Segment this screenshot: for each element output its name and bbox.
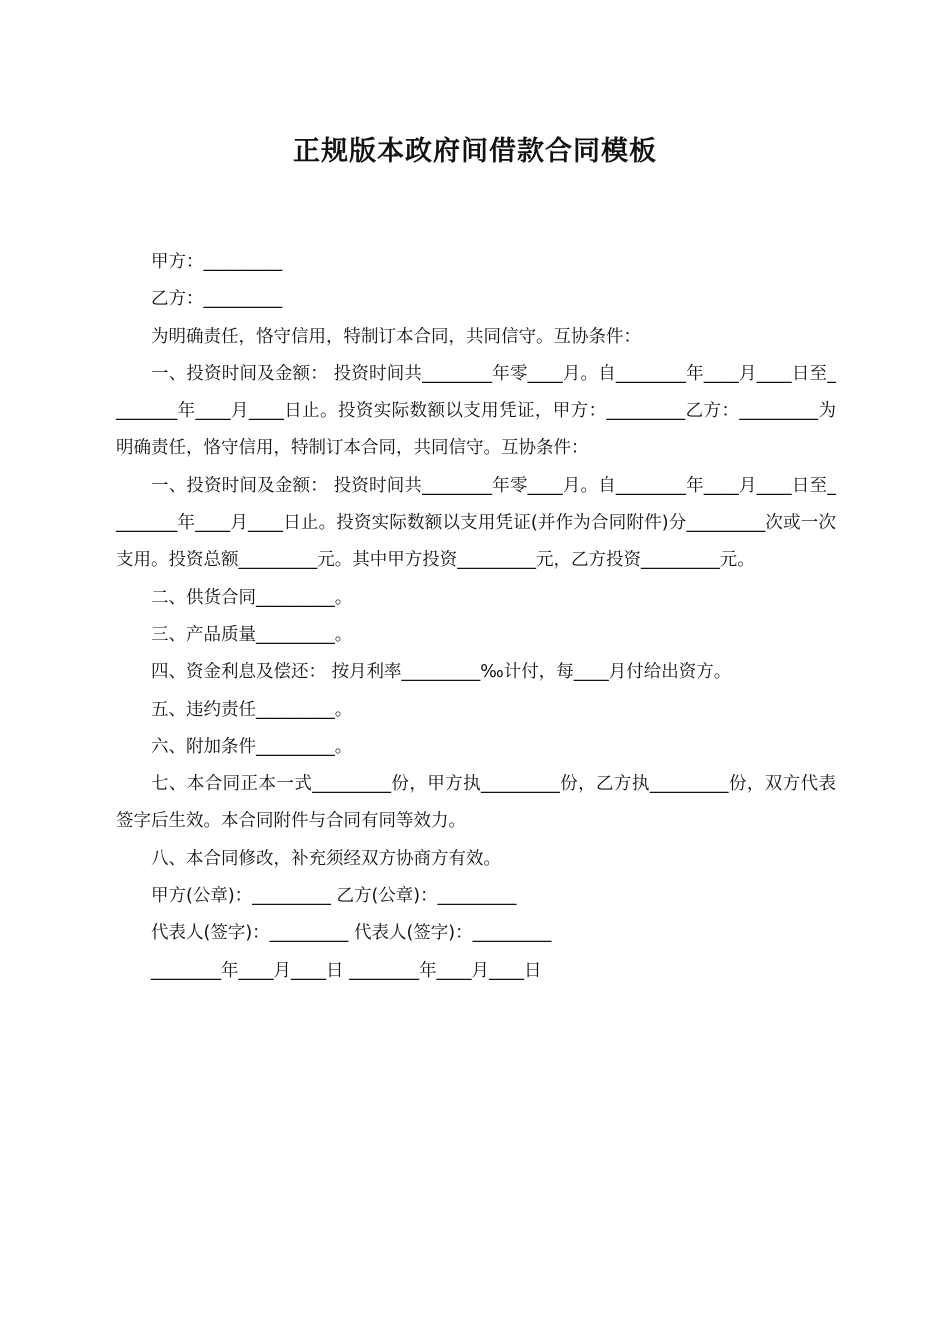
date-line: ________年____月____日 ________年____月____日 bbox=[151, 960, 542, 981]
party-a-line: 甲方：_________ bbox=[151, 252, 283, 272]
clause-investment-1: 一、投资时间及金额： 投资时间共________年零____月。自________年____月____日至________年____月____日止。投资实际数额以支用凭证，甲方：_________乙方：_________为明确责任，恪守信用，特制订本合同，共同信守。互协条件： bbox=[116, 363, 836, 459]
clause-interest-repayment: 四、资金利息及偿还： 按月利率_________‰计付，每____月付给出资方。 bbox=[151, 662, 732, 683]
contract-body bbox=[116, 244, 836, 990]
clause-liability: 五、违约责任_________。 bbox=[151, 699, 353, 720]
clause-product-quality: 三、产品质量_________。 bbox=[151, 624, 353, 645]
document-title: 正规版本政府间借款合同模板 bbox=[293, 136, 657, 167]
clause-supply-contract: 二、供货合同_________。 bbox=[151, 587, 353, 608]
seal-line: 甲方(公章)：_________ 乙方(公章)：_________ bbox=[151, 886, 517, 907]
preamble: 为明确责任，恪守信用，特制订本合同，共同信守。互协条件： bbox=[151, 326, 641, 347]
signature-line: 代表人(签字)：_________ 代表人(签字)：_________ bbox=[151, 923, 552, 944]
clause-investment-2: 一、投资时间及金额： 投资时间共________年零____月。自________年____月____日至________年____月____日止。投资实际数额以支用凭证(并作为合同附件)分_________次或一次支用。投资总额_________元。其中甲方投资_________元，乙方投资_________元。 bbox=[116, 475, 836, 571]
clause-additional-conditions: 六、附加条件_________。 bbox=[151, 736, 353, 757]
party-b-line: 乙方：_________ bbox=[151, 289, 283, 310]
clause-copies: 七、本合同正本一式_________份，甲方执_________份，乙方执_________份，双方代表签字后生效。本合同附件与合同有同等效力。 bbox=[116, 774, 836, 832]
clause-amendment: 八、本合同修改，补充须经双方协商方有效。 bbox=[151, 848, 501, 869]
